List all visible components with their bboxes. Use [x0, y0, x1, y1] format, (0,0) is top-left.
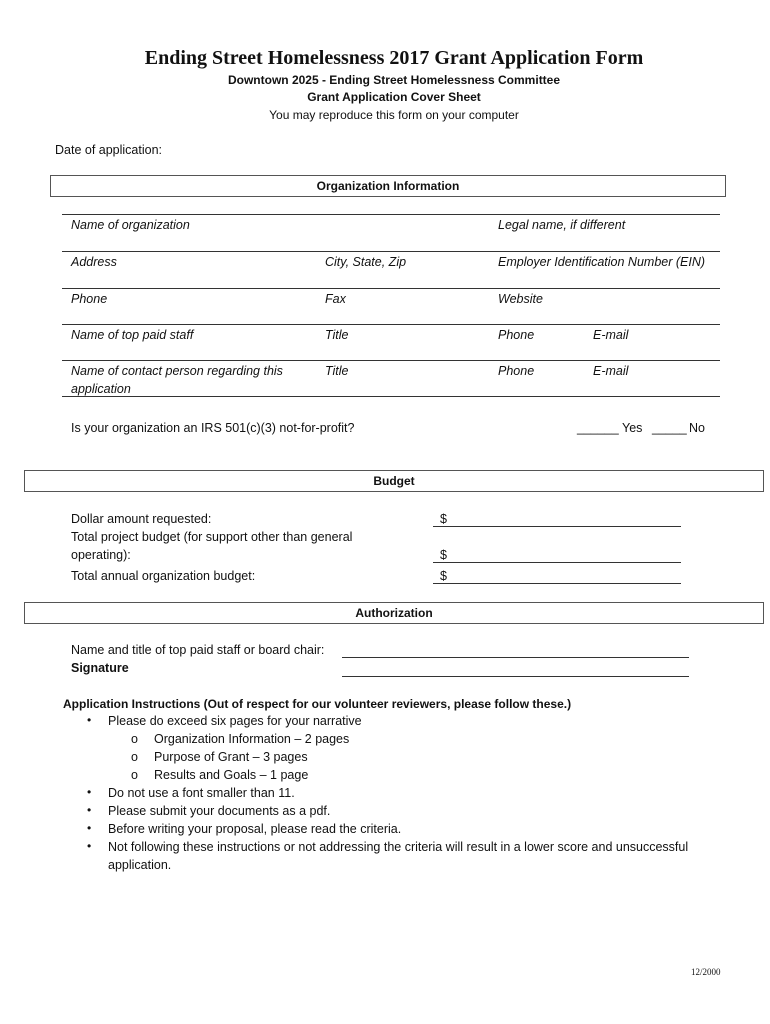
- instruction-subitem: Organization Information – 2 pages: [154, 732, 350, 746]
- annual-budget-label: Total annual organization budget:: [71, 569, 256, 583]
- name-title-field[interactable]: [342, 657, 689, 658]
- instruction-item: Do not use a font smaller than 11.: [108, 786, 295, 800]
- cover-sheet-subtitle: Grant Application Cover Sheet: [307, 90, 481, 104]
- org-row-divider: [62, 360, 720, 361]
- contact-email-label: E-mail: [593, 364, 629, 378]
- org-row-divider: [62, 324, 720, 325]
- website-label: Website: [498, 292, 543, 306]
- city-state-zip-label: City, State, Zip: [325, 255, 407, 269]
- org-name-label: Name of organization: [71, 218, 190, 232]
- budget-heading: Budget: [24, 470, 764, 492]
- signature-field[interactable]: [342, 676, 689, 677]
- project-budget-field[interactable]: [433, 562, 681, 563]
- contact-person-label: Name of contact person regarding this application: [71, 364, 283, 396]
- top-staff-label: Name of top paid staff: [71, 328, 194, 342]
- dollar-sign: $: [440, 548, 447, 562]
- top-staff-title-label: Title: [325, 328, 349, 342]
- date-of-application-label: Date of application:: [55, 143, 163, 157]
- authorization-heading: Authorization: [24, 602, 764, 624]
- dollar-requested-label: Dollar amount requested:: [71, 512, 212, 526]
- bullet-icon: •: [87, 713, 92, 727]
- instruction-item: Please do exceed six pages for your narrative: [108, 714, 362, 728]
- form-title: Ending Street Homelessness 2017 Grant Application Form: [144, 47, 644, 69]
- bullet-icon: •: [87, 785, 92, 799]
- instruction-item: Before writing your proposal, please read the criteria.: [108, 822, 402, 836]
- yes-label: Yes: [622, 421, 643, 435]
- sub-bullet-icon: o: [131, 768, 138, 782]
- annual-budget-field[interactable]: [433, 583, 681, 584]
- yes-blank[interactable]: ______: [577, 421, 619, 435]
- org-row-divider: [62, 396, 720, 397]
- fax-label: Fax: [325, 292, 346, 306]
- contact-phone-label: Phone: [498, 364, 535, 378]
- reproduce-note: You may reproduce this form on your computer: [269, 108, 519, 122]
- signature-label: Signature: [71, 661, 129, 675]
- no-blank[interactable]: _____: [652, 421, 687, 435]
- org-row-divider: [62, 251, 720, 252]
- legal-name-label: Legal name, if different: [498, 218, 626, 232]
- bullet-icon: •: [87, 821, 92, 835]
- org-info-heading: Organization Information: [50, 175, 726, 197]
- contact-title-label: Title: [325, 364, 349, 378]
- instruction-subitem: Purpose of Grant – 3 pages: [154, 750, 308, 764]
- dollar-requested-field[interactable]: [433, 526, 681, 527]
- address-label: Address: [71, 255, 117, 269]
- no-label: No: [689, 421, 705, 435]
- bullet-icon: •: [87, 839, 92, 853]
- name-title-label: Name and title of top paid staff or board chair:: [71, 643, 325, 657]
- instruction-subitem: Results and Goals – 1 page: [154, 768, 309, 782]
- org-row-divider: [62, 214, 720, 215]
- bullet-icon: •: [87, 803, 92, 817]
- dollar-sign: $: [440, 512, 447, 526]
- sub-bullet-icon: o: [131, 750, 138, 764]
- dollar-sign: $: [440, 569, 447, 583]
- project-budget-label: Total project budget (for support other than general operating):: [71, 530, 353, 562]
- org-row-divider: [62, 288, 720, 289]
- instructions-heading: Application Instructions (Out of respect for our volunteer reviewers, please follow these.): [63, 697, 572, 711]
- top-staff-phone-label: Phone: [498, 328, 535, 342]
- committee-subtitle: Downtown 2025 - Ending Street Homelessness Committee: [227, 73, 561, 87]
- phone-label: Phone: [71, 292, 108, 306]
- ein-label: Employer Identification Number (EIN): [498, 255, 706, 269]
- top-staff-email-label: E-mail: [593, 328, 629, 342]
- instruction-item: Please submit your documents as a pdf.: [108, 804, 331, 818]
- footer-date: 12/2000: [691, 967, 721, 977]
- instruction-item: Not following these instructions or not addressing the criteria will result in a lower score and unsuccessful application.: [108, 840, 689, 872]
- irs-question: Is your organization an IRS 501(c)(3) not-for-profit?: [71, 421, 355, 435]
- sub-bullet-icon: o: [131, 732, 138, 746]
